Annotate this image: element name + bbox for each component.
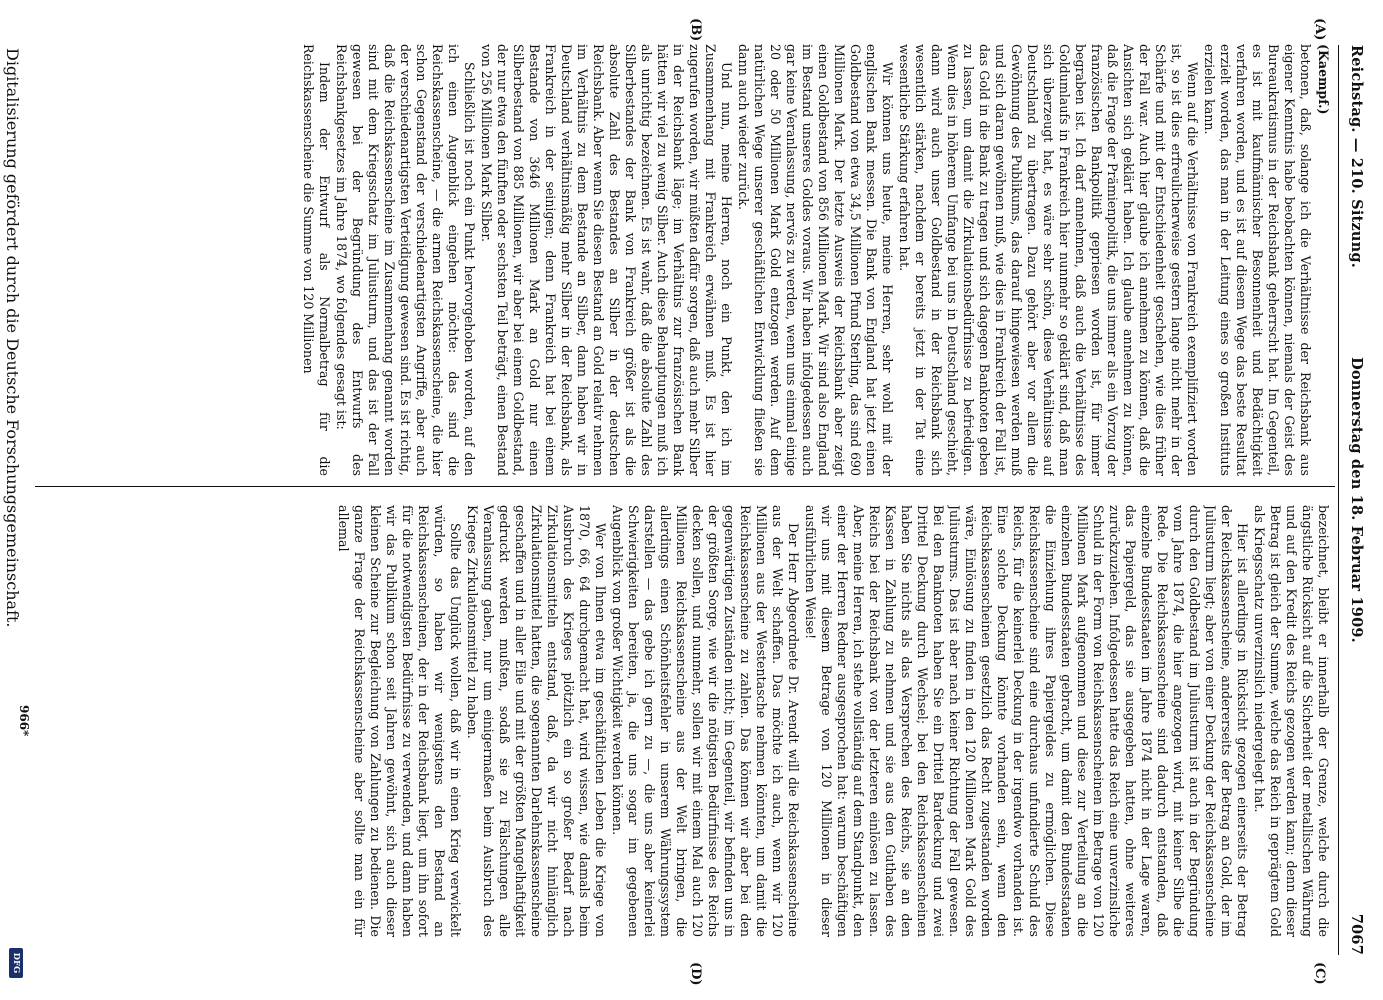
margin-marker-c: (C) (1312, 962, 1327, 985)
paragraph: Sollte das Unglück wollen, daß wir in einen Krieg verwickelt würden, so haben wir wenigstens den Bestand an Reichskassenscheinen, der in der Reichsbank liegt, um ihn sofort für die notwendigsten Bedürfnisse zu verwenden, und dann haben wir das Publikum schon seit Jahren gewöhnt, sich auch dieser kleinen Scheine zur Begleichung von Zahlungen zu bedienen. Die ganze Frage der Reichskassenscheine aber sollte man ein für allemal (336, 505, 463, 937)
running-head-left: Reichstag. — 210. Sitzung. (1348, 45, 1365, 268)
running-head-date: Donnerstag den 18. Februar 1909. (1348, 357, 1365, 643)
paragraph: betonen, daß, solange ich die Verhältnisse der Reichsbank aus eigener Kenntnis habe beobachten können, niemals der Geist des Bureaukratismus in der Reichsbank geherrscht hat. Im Gegenteil, es ist mit kaufmännischer Besonnenheit und Bedächtigkeit verfahren worden, und es ist auf diesem Wege das beste Resultat erzielt worden, das man in der Leitung eines so großen Instituts erzielen kann. (1202, 44, 1313, 476)
dfg-logo-text: DFG (11, 952, 21, 974)
credit-text: Digitalisierung gefördert durch die Deutsche Forschungsgemeinschaft. (3, 48, 22, 628)
running-head (1343, 45, 1365, 955)
right-column (41, 505, 1331, 937)
page-signature: 966* (17, 705, 31, 737)
dfg-logo-icon (9, 948, 23, 978)
margin-marker-a: (A) (1312, 18, 1327, 41)
paragraph: Wenn auf die Verhältnisse von Frankreich exemplifiziert worden ist, so ist dies erfreulicherweise gestern lange nicht mehr in der Schärfe und mit der Entschiedenheit geschehen, wie dies früher der Fall war. Auch hier glaube ich annehmen zu können, daß die Ansichten sich geklärt haben. Ich glaube annehmen zu können, daß die Frage der Prämienpolitik, die uns immer als ein Vorzug der französischen Bankpolitik gepriesen worden ist, für immer begraben ist. Ich darf annehmen, daß auch die Verhältnisse des Goldumlaufs in Frankreich hier nunmehr so geklärt sind, daß man sich überzeugt hat, es wäre sehr schön, diese Verhältnisse auf Deutschland zu übertragen. Dazu gehört aber vor allem die Gewöhnung des Publikums, das darauf hingewiesen werden muß und sich daran gewöhnen muß, wie dies in Frankreich der Fall ist, das Gold in die Bank zu tragen und sich dagegen Banknoten geben zu lassen, um damit die Zirkulationsbedürfnisse zu befriedigen. Wenn dies in höherem Umfange bei uns in Deutschland geschieht, dann wird auch unser Goldbestand in der Reichsbank sich wesentlich stärken, nachdem er bereits jetzt in der Tat eine wesentliche Stärkung erfahren hat. (897, 44, 1200, 476)
paragraph: Wer von Ihnen etwa im geschäftlichen Leben die Kriege von 1870, 66, 64 durchgemacht hat, wird wissen, wie damals beim Ausbruch des Krieges plötzlich ein so großer Bedarf nach Zirkulationsmitteln entstand, daß, da wir nicht hinlänglich Zirkulationsmittel hatten, die sogenannten Darlehnskassenscheine geschaffen und in aller Eile und mit der größten Mangelhaftigkeit gedruckt werden mußten, sodaß sie zu Fälschungen alle Veranlassung gaben, nur um einigermaßen beim Ausbruch des Krieges Zirkulationsmittel zu haben. (465, 505, 608, 937)
left-column (41, 44, 1331, 476)
page-number: 7067 (1348, 913, 1365, 955)
paragraph: Hier ist allerdings in Rücksicht gezogen einerseits der Betrag der Reichskassenscheine, andererseits der Betrag an Gold, der im Juliusturm liegt; aber von einer Deckung der Reichskassenscheine durch den Goldbestand im Juliusturm ist auch in der Begründung vom Jahre 1874, die hier angezogen wird, mit keiner Silbe die Rede. Die Reichskassenscheine sind dadurch entstanden, daß einzelne Bundesstaaten im Jahre 1874 nicht in der Lage waren, das Papiergeld, das sie ausgegeben hatten, ohne weiteres zurückzuziehen. Infolgedessen hatte das Reich eine unverzinsliche Schuld in der Form von Reichskassenscheinen im Betrage von 120 Millionen Mark aufgenommen und diese zur Verteilung an die einzelnen Bundesstaaten gebracht, um damit den Bundesstaaten die Einziehung ihres Papiergeldes zu ermöglichen. Diese Reichskassenscheine sind eine durchaus unfundierte Schuld des Reichs, für die keinerlei Deckung in der irgendwo vorhanden ist. Eine solche Deckung könnte vorhanden sein, wenn den Reichskassenscheinen gesetzlich das Recht zugestanden worden wäre, Einlösung zu finden in den 120 Millionen Mark Gold des Juliusturms. Das ist aber nach keiner Richtung der Fall gewesen. Bei den Banknoten haben Sie ein Drittel Bardeckung und zwei Drittel Deckung durch Wechsel; bei den Reichskassenscheinen haben Sie nichts als das Versprechen des Reichs, sie an den Kassen in Zahlung zu nehmen und sie aus den Guthaben des Reichs bei der Reichsbank von der letzteren einlösen zu lassen. Aber, meine Herren, ich stehe vollständig auf dem Standpunkt, den einer der Herren Redner ausgesprochen hat: warum beschäftigen wir uns mit diesem Betrage von 120 Millionen in dieser ausführlichen Weise! (803, 505, 1250, 937)
margin-marker-b: (B) (688, 18, 703, 42)
quotation: bezeichnet, bleibt er innerhalb der Grenze, welche durch die ängstliche Rücksicht auf die Sicherheit der metallischen Währung und auf den Kredit des Reichs gezogen werden kann; denn dieser Betrag ist gleich der Summe, welche das Reich in geprägtem Gold als Kriegsschatz unverzinslich niedergelegt hat. (1252, 505, 1331, 937)
margin-marker-d: (D) (688, 962, 703, 986)
paragraph: Wir können uns heute, meine Herren, sehr wohl mit der englischen Bank messen. Die Bank von England hat jetzt einen Goldbestand von etwa 34,5 Millionen Pfund Sterling, das sind 690 Millionen Mark. Der letzte Ausweis der Reichsbank aber zeigt einen Goldbestand von 856 Millionen Mark. Wir sind also England im Bestand unseres Goldes voraus. Wir haben infolgedessen auch gar keine Veranlassung, nervös zu werden, wenn uns einmal einige 20 oder 50 Millionen Mark Gold entzogen werden. Auf dem natürlichen Wege unserer geschäftlichen Entwicklung fließen sie dann auch wieder zurück. (736, 44, 895, 476)
paragraph: Und nun, meine Herren, noch ein Punkt, den ich im Zusammenhang mit Frankreich erwähnen muß. Es ist hier zugerufen worden, wir müßten dafür sorgen, daß auch mehr Silber in der Reichsbank läge; im Verhältnis zur französischen Bank hätten wir viel zu wenig Silber. Auch diese Behauptungen muß ich als unrichtig bezeichnen. Es ist wahr, daß die absolute Zahl des Silberbestandes der Bank von Frankreich größer ist als die absolute Zahl des Bestandes an Silber in der deutschen Reichsbank. Aber wenn Sie diesen Bestand an Gold relativ nehmen im Verhältnis zu dem Bestande an Silber, dann haben wir in Deutschland verhältnismäßig mehr Silber in der Reichsbank, als Frankreich in der seinigen; denn Frankreich hat bei einem Bestande von 3646 Millionen Mark an Gold nur einen Silberbestand von 885 Millionen, wir aber bei einem Goldbestand, der nur etwa den fünften oder sechsten Teil beträgt, einen Bestand von 256 Millionen Mark Silber. (479, 44, 734, 476)
column-divider (35, 486, 1335, 487)
speaker-name: (Kaempf.) (1316, 44, 1331, 115)
header-rule (1338, 45, 1339, 955)
paragraph: Schließlich ist noch ein Punkt hervorgehoben worden, auf den ich einen Augenblick eingehen möchte: das sind die Reichskassenscheine, — die armen Reichskassenscheine, die hier schon Gegenstand der verschiedenartigsten Angriffe, aber auch der verschiedenartigsten Verteidigung gewesen sind. Es ist richtig, daß die Reichskassenscheine im Zusammenhang genannt worden sind mit dem Kriegsschatz im Juliusturm, und das ist der Fall gewesen bei der Begründung des Entwurfs des Reichsbankgesetzes im Jahre 1874, wo folgendes gesagt ist: (334, 44, 477, 476)
quotation: Indem der Entwurf als Normalbetrag für die Reichskassenscheine die Summe von 120 Millionen (301, 44, 332, 476)
paragraph: Der Herr Abgeordnete Dr. Arendt will die Reichskassenscheine aus der Welt schaffen. Das möchte ich auch, wenn wir 120 Millionen aus der Westentasche nehmen könnten, um damit die Reichskassenscheine zu zahlen. Das können wir aber bei den gegenwärtigen Zuständen nicht; im Gegenteil, wir befinden uns in der größten Sorge, wie wir die nötigsten Bedürfnisse des Reichs decken sollen, und nunmehr, sollen wir mit einem Mal auch 120 Millionen Reichskassenscheine aus der Welt bringen, die allerdings einen Schönheitsfehler in unserem Währungssystem darstellen — das gebe ich gern zu —, die uns aber keinerlei Schwierigkeiten bereiten, ja, die uns sogar im gegebenen Augenblick von großer Wichtigkeit werden können. (610, 505, 801, 937)
digitization-credit (5, 48, 23, 978)
